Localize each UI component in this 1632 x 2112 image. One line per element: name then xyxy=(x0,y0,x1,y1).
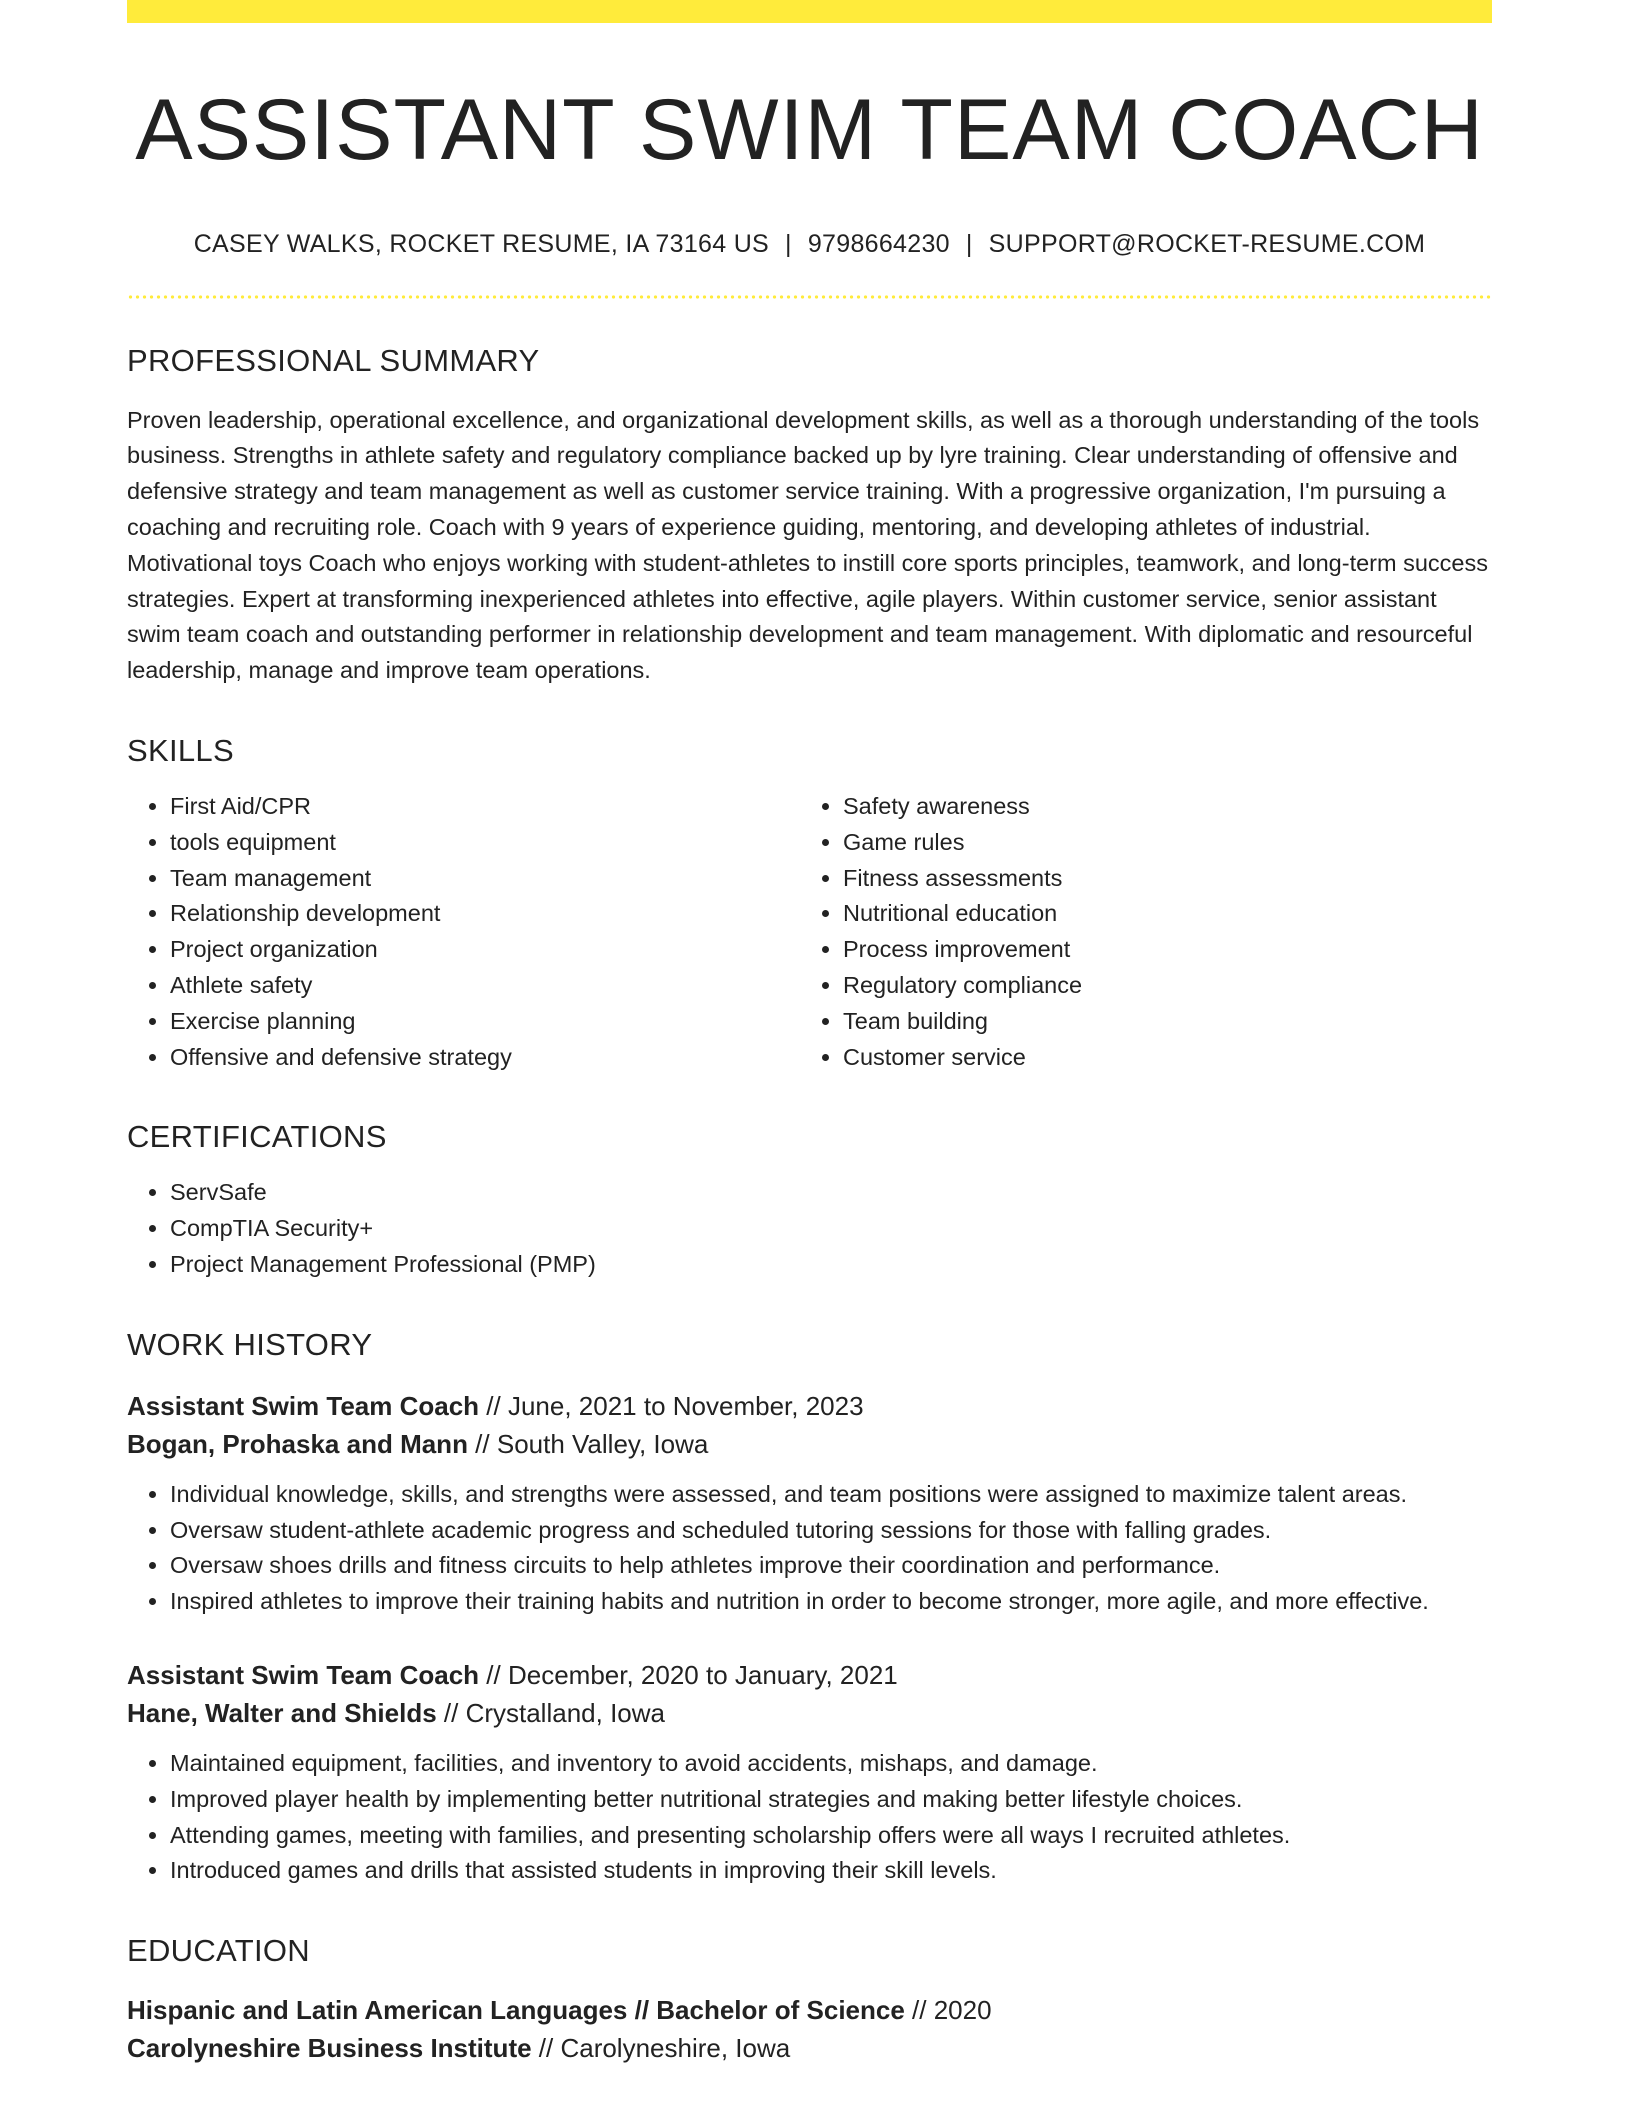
summary-text: Proven leadership, operational excellence, and organizational development skills, as well as a thorough understanding of the tools business. Strengths in athlete safety and regulatory compliance backed up by lyre training. Clear understanding of offensive and defensive strategy and team management as well as customer service training. With a progressive organization, I'm pursuing a coaching and recruiting role. Coach with 9 years of experience guiding, mentoring, and developing athletes of industrial. Motivational toys Coach who enjoys working with student-athletes to instill core sports principles, teamwork, and long-term success strategies. Expert at transforming inexperienced athletes into effective, agile players. Within customer service, senior assistant swim team coach and outstanding performer in relationship development and team management. With diplomatic and resourceful leadership, manage and improve team operations. xyxy=(127,406,1488,684)
job-bullet: • Oversaw shoes drills and fitness circuits to help athletes improve their coordination and performance. xyxy=(170,1548,1492,1584)
education-heading: EDUCATION xyxy=(127,1933,310,1969)
job-bullet: • Individual knowledge, skills, and strengths were assessed, and team positions were assigned to maximize talent areas. xyxy=(170,1477,1492,1513)
skill-item: • Athlete safety xyxy=(170,968,800,1004)
skill-item: • Project organization xyxy=(170,932,800,968)
resume-page xyxy=(127,0,1492,2067)
work-history-heading: WORK HISTORY xyxy=(127,1326,373,1362)
contact-address: CASEY WALKS, ROCKET RESUME, IA 73164 US xyxy=(193,229,770,258)
skill-item: • Team building xyxy=(843,1004,1082,1040)
skill-item: • First Aid/CPR xyxy=(170,789,800,825)
certification-item: • ServSafe xyxy=(170,1175,1492,1211)
resume-title: ASSISTANT SWIM TEAM COACH xyxy=(135,82,1484,178)
job-employer: Hane, Walter and Shields xyxy=(127,1697,437,1728)
job-title: Assistant Swim Team Coach xyxy=(127,1390,480,1421)
job-title-line xyxy=(127,1387,1492,1425)
job-location: // Crystalland, Iowa xyxy=(436,1697,665,1728)
skills-list xyxy=(127,769,1492,1075)
certification-item: • Project Management Professional (PMP) xyxy=(170,1247,1492,1283)
job-employer-line xyxy=(127,1694,1492,1732)
skill-item: • Process improvement xyxy=(843,932,1082,968)
job-dates: // December, 2020 to January, 2021 xyxy=(479,1659,898,1690)
certifications-heading: CERTIFICATIONS xyxy=(127,1119,387,1155)
job-employer: Bogan, Prohaska and Mann xyxy=(127,1428,468,1459)
skill-item: • Nutritional education xyxy=(843,896,1082,932)
skill-item: • Regulatory compliance xyxy=(843,968,1082,1004)
skill-item: • Offensive and defensive strategy xyxy=(170,1040,800,1076)
education-degree: Hispanic and Latin American Languages // Bachelor of Science xyxy=(127,1995,905,2026)
contact-separator: | xyxy=(965,229,973,258)
contact-email: SUPPORT@ROCKET-RESUME.COM xyxy=(988,229,1426,258)
job-bullet: • Introduced games and drills that assisted students in improving their skill levels. xyxy=(170,1853,1492,1889)
skill-item: • tools equipment xyxy=(170,825,800,861)
top-accent-bar xyxy=(127,0,1492,23)
job-bullets xyxy=(127,1477,1492,1620)
skill-item: • Exercise planning xyxy=(170,1004,800,1040)
skill-item: • Safety awareness xyxy=(843,789,1082,825)
education-entry xyxy=(127,1991,1492,2067)
job-bullet: • Inspired athletes to improve their training habits and nutrition in order to become stronger, more agile, and more effective. xyxy=(170,1584,1492,1620)
education-location: // Carolyneshire, Iowa xyxy=(531,2033,791,2064)
job-bullet: • Oversaw student-athlete academic progress and scheduled tutoring sessions for those with falling grades. xyxy=(170,1513,1492,1549)
job-entry xyxy=(127,1656,1492,1889)
contact-separator: | xyxy=(785,229,792,258)
job-entry xyxy=(127,1387,1492,1620)
certification-item: • CompTIA Security+ xyxy=(170,1211,1492,1247)
contact-line xyxy=(127,230,1492,259)
skill-item: • Team management xyxy=(170,861,800,897)
skill-item: • Relationship development xyxy=(170,896,800,932)
education-year: // 2020 xyxy=(904,1995,992,2026)
skills-heading: SKILLS xyxy=(127,732,234,768)
job-bullet: • Improved player health by implementing better nutritional strategies and making better lifestyle choices. xyxy=(170,1782,1492,1818)
contact-phone: 9798664230 xyxy=(807,229,950,258)
skill-item: • Fitness assessments xyxy=(843,861,1082,897)
job-employer-line xyxy=(127,1425,1492,1463)
job-dates: // June, 2021 to November, 2023 xyxy=(479,1390,864,1421)
skills-column-right xyxy=(800,789,1082,1075)
skill-item: • Game rules xyxy=(843,825,1082,861)
job-bullet: • Attending games, meeting with families, and presenting scholarship offers were all ways I recruited athletes. xyxy=(170,1818,1492,1854)
skills-column-left xyxy=(127,789,800,1075)
education-school-line xyxy=(127,2029,1492,2067)
job-bullets xyxy=(127,1746,1492,1889)
dotted-divider xyxy=(127,295,1492,299)
job-title-line xyxy=(127,1656,1492,1694)
summary-heading: PROFESSIONAL SUMMARY xyxy=(127,342,540,378)
job-bullet: • Maintained equipment, facilities, and inventory to avoid accidents, mishaps, and damage. xyxy=(170,1746,1492,1782)
certifications-list xyxy=(127,1175,1492,1282)
education-school: Carolyneshire Business Institute xyxy=(127,2033,532,2064)
job-location: // South Valley, Iowa xyxy=(467,1428,709,1459)
skill-item: • Customer service xyxy=(843,1040,1082,1076)
education-degree-line xyxy=(127,1991,1492,2029)
job-title: Assistant Swim Team Coach xyxy=(127,1659,480,1690)
